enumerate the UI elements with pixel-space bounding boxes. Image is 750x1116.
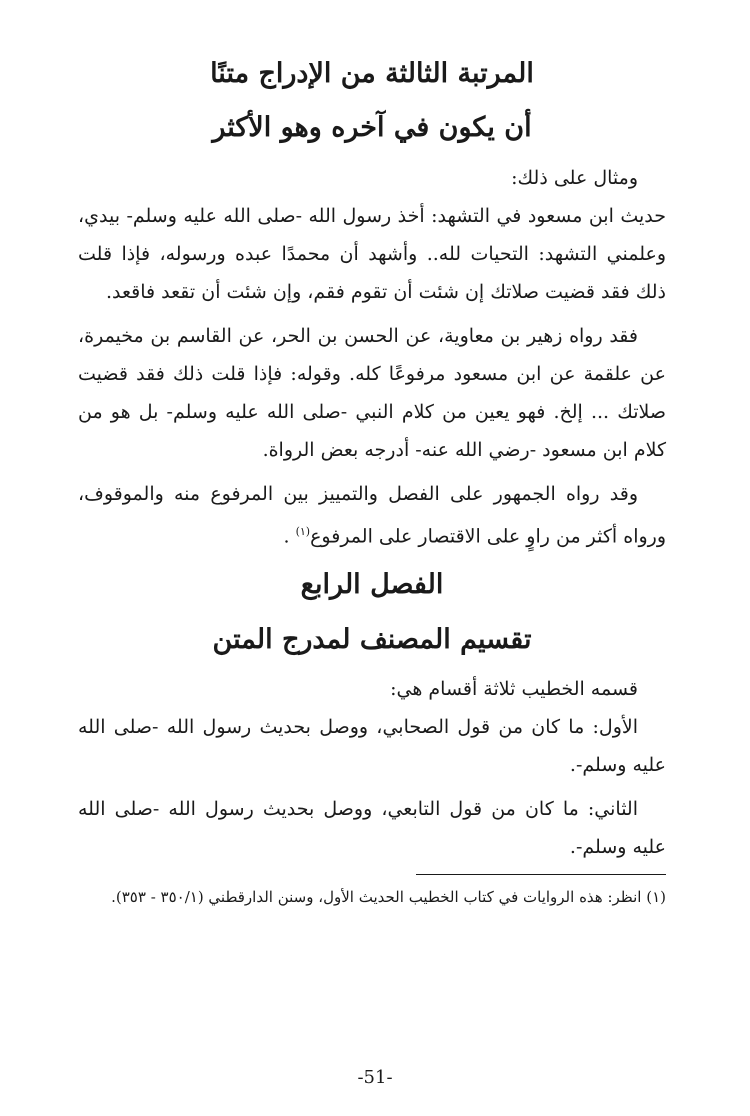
majority-narration-paragraph [78,475,666,555]
footnote-text: (١) انظر: هذه الروايات في كتاب الخطيب الحديث الأول، وسنن الدارقطني (٣٥٠/١ - ٣٥٣). [111,887,666,906]
footnote-reference: (١) [295,524,311,538]
hadith-text-paragraph: حديث ابن مسعود في التشهد: أخذ رسول الله -صلى الله عليه وسلم- بيدي، وعلمني التشهد: التحيات لله.. وأشهد أن محمدًا عبده ورسوله، فإذا قلت ذلك فقد قضيت صلاتك إن شئت أن تقوم فقم، وإن شئت أن تقعد فاقعد. [78,204,666,303]
majority-narration-text: وقد رواه الجمهور على الفصل والتمييز بين المرفوع منه والموقوف، ورواه أكثر من راوٍ على الاقتصار على المرفوع [78,482,666,548]
footnote-divider [416,874,666,875]
section-subheading-end-insertion: أن يكون في آخره وهو الأكثر [212,112,532,144]
second-category-paragraph: الثاني: ما كان من قول التابعي، ووصل بحديث رسول الله -صلى الله عليه وسلم-. [78,797,666,858]
narration-paragraph: فقد رواه زهير بن معاوية، عن الحسن بن الحر، عن القاسم بن مخيمرة، عن علقمة عن ابن مسعود مرفوعًا كله. وقوله: فإذا قلت ذلك فقد قضيت صلاتك ... إلخ. فهو يعين من كلام النبي -صلى الله عليه وسلم- بل هو من كلام ابن مسعود -رضي الله عنه- أدرجه بعض الرواة. [78,324,666,461]
page-number: -51- [357,1067,393,1088]
classification-intro: قسمه الخطيب ثلاثة أقسام هي: [390,677,638,700]
chapter-heading-fourth: الفصل الرابع [300,569,444,601]
first-category-paragraph: الأول: ما كان من قول الصحابي، ووصل بحديث رسول الله -صلى الله عليه وسلم-. [78,715,666,776]
example-intro: ومثال على ذلك: [511,166,638,189]
majority-narration-end: . [283,525,296,548]
chapter-subheading-classification: تقسيم المصنف لمدرج المتن [212,623,532,655]
section-heading-third-level: المرتبة الثالثة من الإدراج متنًا [210,58,534,89]
